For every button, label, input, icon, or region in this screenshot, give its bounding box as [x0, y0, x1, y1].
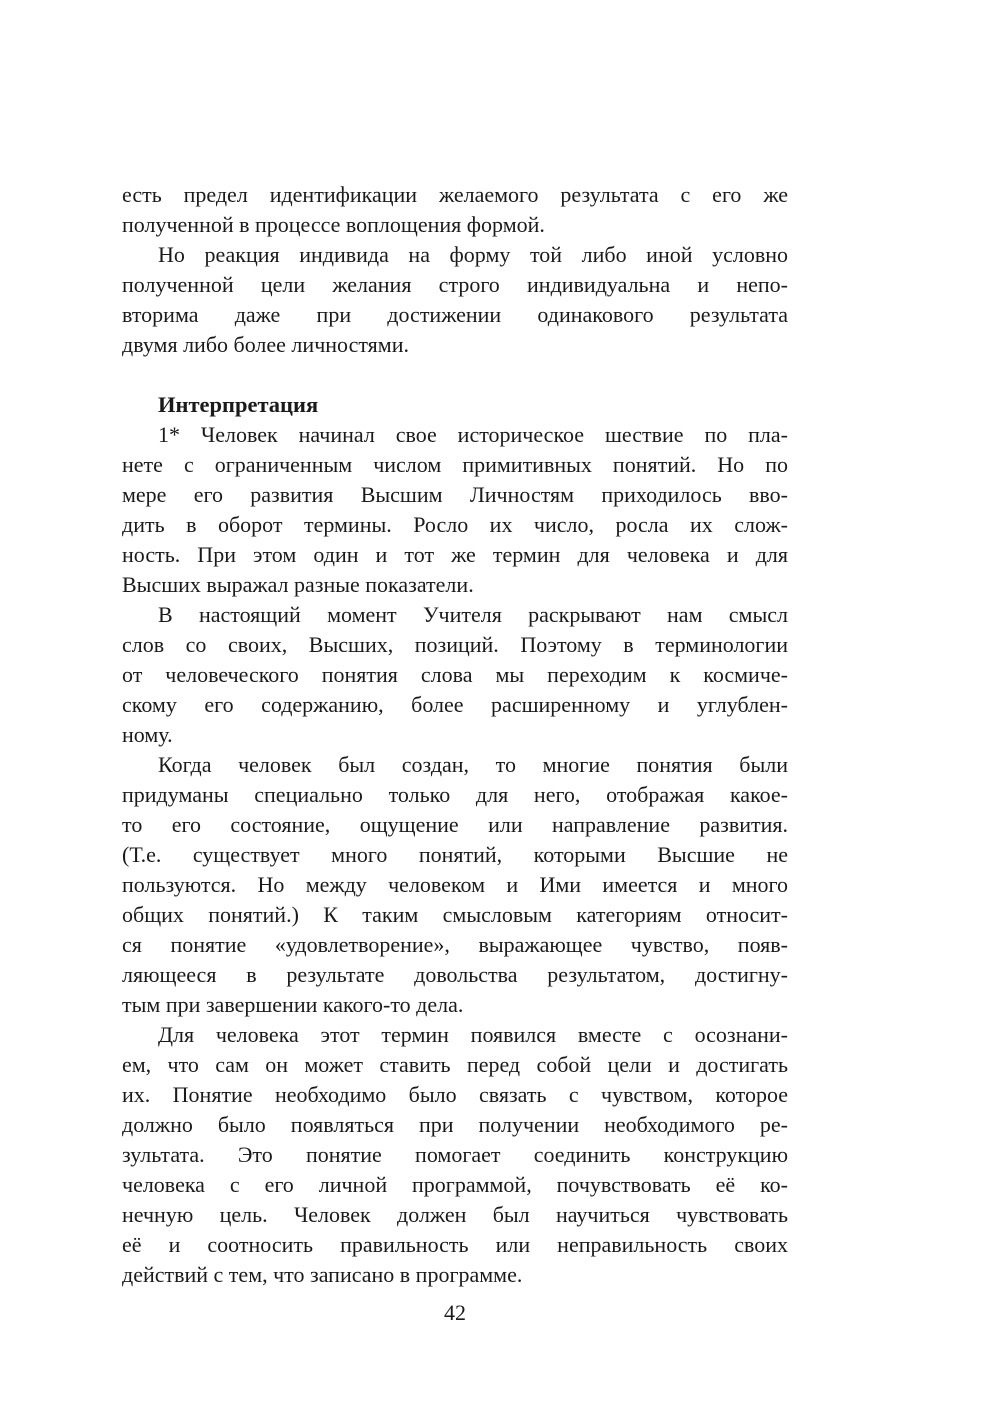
text-line: Когда человек был создан, то многие понятия были [158, 752, 788, 777]
text-line: придуманы специально только для него, отображая какое- [122, 782, 788, 807]
paragraph [122, 420, 788, 600]
text-line: полученной цели желания строго индивидуальна и непо- [122, 272, 788, 297]
text-line: Для человека этот термин появился вместе с осознани- [158, 1022, 788, 1047]
paragraph [122, 600, 788, 750]
text-block [122, 180, 788, 1328]
section-heading [122, 390, 788, 420]
text-line: ляющееся в результате довольства результатом, достигну- [122, 962, 788, 987]
paragraph [122, 1020, 788, 1290]
text-line: зультата. Это понятие помогает соединить конструкцию [122, 1142, 788, 1167]
text-line: двумя либо более личностями. [122, 332, 409, 357]
text-line: есть предел идентификации желаемого результата с его же [122, 182, 788, 207]
text-line: (Т.е. существует много понятий, которыми Высшие не [122, 842, 788, 867]
text-line: В настоящий момент Учителя раскрывают нам смысл [158, 602, 788, 627]
paragraph [122, 750, 788, 1020]
text-line: 1* Человек начинал свое историческое шествие по пла- [158, 422, 788, 447]
text-line: нечную цель. Человек должен был научиться чувствовать [122, 1202, 788, 1227]
text-line: общих понятий.) К таким смысловым категориям относит- [122, 902, 788, 927]
text-line: действий с тем, что записано в программе. [122, 1262, 523, 1287]
text-line: то его состояние, ощущение или направление развития. [122, 812, 788, 837]
page-number: 42 [444, 1300, 466, 1325]
text-line: скому его содержанию, более расширенному и углублен- [122, 692, 788, 717]
text-line: Высших выражал разные показатели. [122, 572, 474, 597]
paragraph [122, 180, 788, 240]
text-line: мере его развития Высшим Личностям приходилось вво- [122, 482, 788, 507]
text-line: вторима даже при достижении одинакового результата [122, 302, 788, 327]
text-line: пользуются. Но между человеком и Ими имеется и много [122, 872, 788, 897]
text-line: ность. При этом один и тот же термин для человека и для [122, 542, 788, 567]
text-line: должно было появляться при получении необходимого ре- [122, 1112, 788, 1137]
text-line: их. Понятие необходимо было связать с чувством, которое [122, 1082, 788, 1107]
text-line: нете с ограниченным числом примитивных понятий. Но по [122, 452, 788, 477]
text-line: Но реакция индивида на форму той либо иной условно [158, 242, 788, 267]
text-line: полученной в процессе воплощения формой. [122, 212, 545, 237]
paragraph [122, 240, 788, 360]
heading-text-line: Интерпретация [158, 392, 319, 417]
text-line: от человеческого понятия слова мы переходим к космиче- [122, 662, 788, 687]
text-line: ем, что сам он может ставить перед собой цели и достигать [122, 1052, 788, 1077]
text-line: её и соотносить правильность или неправильность своих [122, 1232, 788, 1257]
text-line: ному. [122, 722, 173, 747]
text-line: слов со своих, Высших, позиций. Поэтому в терминологии [122, 632, 788, 657]
text-line: человека с его личной программой, почувствовать её ко- [122, 1172, 788, 1197]
text-line: дить в оборот термины. Росло их число, росла их слож- [122, 512, 788, 537]
text-line: тым при завершении какого-то дела. [122, 992, 464, 1017]
text-line: ся понятие «удовлетворение», выражающее чувство, появ- [122, 932, 788, 957]
